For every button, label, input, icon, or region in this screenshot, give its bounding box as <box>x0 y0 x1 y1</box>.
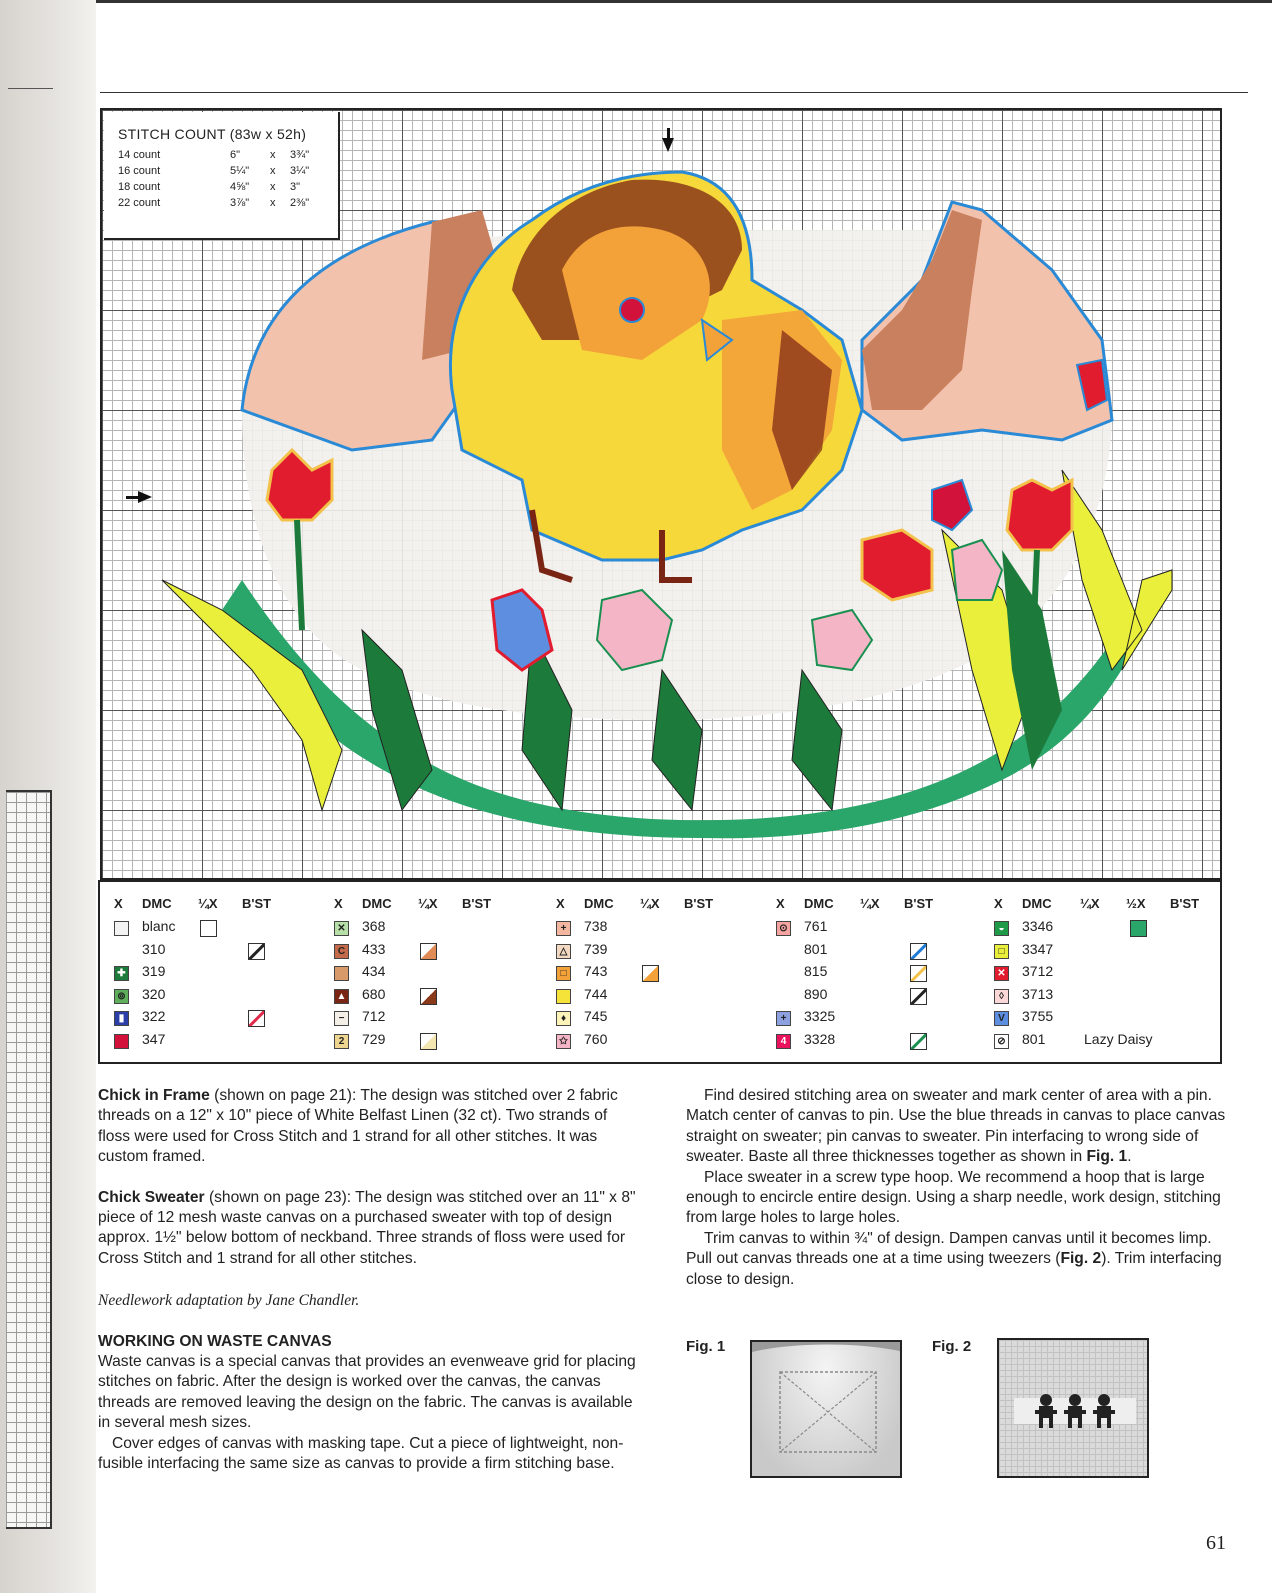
floss-swatch-icon <box>114 1034 129 1049</box>
floss-swatch-icon: 2 <box>334 1034 349 1049</box>
key-row <box>556 918 766 941</box>
backstitch-icon <box>248 943 265 960</box>
dmc-number: 744 <box>584 985 608 1002</box>
credit-line: Needlework adaptation by Jane Chandler. <box>98 1292 360 1310</box>
dmc-number: blanc <box>142 918 176 934</box>
key-row <box>556 941 766 964</box>
key-header-quarter: ¼X <box>860 896 880 911</box>
key-row <box>776 986 986 1009</box>
key-header-bst: B'ST <box>904 896 934 911</box>
floss-swatch-icon: ✕ <box>334 921 349 936</box>
key-row <box>994 1031 1214 1054</box>
key-header-x: X <box>994 896 1003 911</box>
key-header <box>556 896 766 918</box>
waste-canvas-p2: Cover edges of canvas with masking tape. Cut a piece of lightweight, non-fusible interfacing the same size as canvas to provide a firm stitching base. <box>98 1434 624 1473</box>
key-row <box>994 1008 1214 1031</box>
stitch-count-w: 3⅞" <box>230 197 250 209</box>
key-row <box>334 918 544 941</box>
right-p3-end: ). Trim interfacing close to design. <box>686 1250 1222 1288</box>
center-column-arrow-icon <box>662 138 674 152</box>
key-header-x: X <box>114 896 123 911</box>
fig2-canvas-photo <box>997 1338 1149 1478</box>
key-header-bst: B'ST <box>684 896 714 911</box>
tulip-right <box>1007 480 1072 550</box>
chick-sweater-paragraph <box>98 1188 643 1270</box>
key-row <box>114 918 324 941</box>
key-row <box>114 1031 324 1054</box>
fig1-sweater-photo <box>750 1340 902 1478</box>
dmc-number: 3346 <box>1022 918 1054 934</box>
floss-swatch-icon <box>556 989 571 1004</box>
key-column <box>994 896 1214 1054</box>
stitch-count-x: x <box>270 197 276 209</box>
floss-swatch-icon: ♦ <box>556 1011 571 1026</box>
stitch-count-h: 3¾" <box>290 149 310 161</box>
dmc-number: 738 <box>584 918 608 934</box>
key-header <box>776 896 986 918</box>
dmc-number: 680 <box>362 985 386 1002</box>
floss-swatch-icon: 4 <box>776 1034 791 1049</box>
quarter-stitch-icon <box>642 965 659 982</box>
cross-stitch-chart <box>100 108 1222 880</box>
stitch-count-count: 14 count <box>118 149 161 161</box>
floss-swatch-icon: ✩ <box>556 1034 571 1049</box>
floss-swatch-icon: + <box>776 1011 791 1026</box>
key-row <box>776 1031 986 1054</box>
key-header-dmc: DMC <box>142 896 172 911</box>
stitch-count-rows <box>118 147 338 211</box>
key-header-quarter: ¼X <box>1080 896 1100 911</box>
floss-swatch-icon <box>334 966 349 981</box>
dmc-number: 760 <box>584 1030 608 1047</box>
key-header-quarter: ¼X <box>640 896 660 911</box>
key-header-bst: B'ST <box>1170 896 1200 911</box>
stitch-count-h: 2⅜" <box>290 197 310 209</box>
stitch-count-w: 6" <box>230 149 241 161</box>
floss-swatch-icon: ◊ <box>994 989 1009 1004</box>
fig1-ref: Fig. 1 <box>1086 1148 1128 1166</box>
floss-swatch-icon: □ <box>556 966 571 981</box>
key-row <box>114 963 324 986</box>
key-column <box>334 896 544 1054</box>
key-column <box>776 896 986 1054</box>
backstitch-icon <box>248 1010 265 1027</box>
key-row <box>556 1008 766 1031</box>
backstitch-icon <box>910 988 927 1005</box>
key-row <box>994 918 1214 941</box>
stitch-count-title: STITCH COUNT (83w x 52h) <box>118 126 307 142</box>
dmc-number: 801 <box>1022 1030 1046 1047</box>
dmc-number: 3347 <box>1022 940 1054 957</box>
page-number: 61 <box>1206 1532 1226 1554</box>
right-p2: Place sweater in a screw type hoop. We recommend a hoop that is large enough to encircle entire design. Using a sharp needle, work design, stitching from large holes to large holes. <box>686 1168 1221 1227</box>
key-row <box>994 963 1214 986</box>
key-header-dmc: DMC <box>1022 896 1052 911</box>
key-header-x: X <box>556 896 565 911</box>
instructions-right-column <box>686 1086 1236 1290</box>
stitch-count-count: 22 count <box>118 197 161 209</box>
right-p3 <box>686 1229 1236 1290</box>
stitch-count-x: x <box>270 165 276 177</box>
floss-swatch-icon: ⊘ <box>994 1034 1009 1049</box>
key-header-dmc: DMC <box>362 896 392 911</box>
facing-page-grid <box>6 790 52 1529</box>
chick-frame-paragraph <box>98 1086 643 1168</box>
key-header-dmc: DMC <box>804 896 834 911</box>
key-column <box>556 896 766 1054</box>
dmc-number: 739 <box>584 940 608 957</box>
dmc-number: 745 <box>584 1008 608 1025</box>
book-binding <box>0 0 96 1593</box>
key-row <box>114 1008 324 1031</box>
key-header <box>334 896 544 918</box>
dmc-number: 743 <box>584 963 608 980</box>
key-row <box>776 918 986 941</box>
key-row <box>114 986 324 1009</box>
stitch-count-count: 16 count <box>118 165 161 177</box>
instructions-left-column <box>98 1086 643 1475</box>
key-row <box>114 941 324 964</box>
dmc-number: 320 <box>142 985 166 1002</box>
quarter-stitch-icon <box>420 988 437 1005</box>
key-header-half: ½X <box>1126 896 1146 911</box>
waste-canvas-heading: WORKING ON WASTE CANVAS <box>98 1332 332 1350</box>
dmc-number: 729 <box>362 1030 386 1047</box>
top-rule <box>96 0 1272 3</box>
floss-swatch-icon <box>114 921 129 936</box>
backstitch-icon <box>910 943 927 960</box>
key-row <box>994 986 1214 1009</box>
key-row <box>556 986 766 1009</box>
right-p1-text: Find desired stitching area on sweater and mark center of area with a pin. Match center of canvas to pin. Use the blue threads in canvas to place canvas straight on sweater; pin canvas to sweater. Pin interfacing to wrong side of sweater. Baste all three thicknesses together as shown in <box>686 1087 1226 1166</box>
quarter-stitch-icon <box>420 943 437 960</box>
key-header <box>114 896 324 918</box>
key-column <box>114 896 324 1054</box>
dmc-number: 801 <box>804 940 828 957</box>
backstitch-icon <box>910 1033 927 1050</box>
key-note: Lazy Daisy <box>1084 1030 1153 1047</box>
dmc-number: 347 <box>142 1030 166 1047</box>
stitch-count-h: 3" <box>290 181 301 193</box>
binding-rule <box>8 88 53 89</box>
stitch-count-box <box>104 112 340 240</box>
stitch-count-row <box>118 147 338 163</box>
right-p1 <box>686 1086 1236 1168</box>
dmc-number: 368 <box>362 918 386 934</box>
dmc-number: 890 <box>804 985 828 1002</box>
floss-swatch-icon: C <box>334 944 349 959</box>
key-row <box>776 941 986 964</box>
quarter-stitch-icon <box>200 920 217 937</box>
stitch-count-w: 4⅝" <box>230 181 250 193</box>
stitch-count-x: x <box>270 181 276 193</box>
dmc-number: 3325 <box>804 1008 836 1025</box>
key-header <box>994 896 1214 918</box>
key-header-quarter: ¼X <box>418 896 438 911</box>
floss-swatch-icon: □ <box>994 944 1009 959</box>
dmc-number: 3328 <box>804 1030 836 1047</box>
header-rule <box>100 92 1248 93</box>
fig2-ref: Fig. 2 <box>1060 1250 1102 1268</box>
dmc-number: 3713 <box>1022 985 1054 1002</box>
fig2-label: Fig. 2 <box>932 1338 972 1355</box>
key-row <box>334 941 544 964</box>
dmc-number: 322 <box>142 1008 166 1025</box>
key-row <box>776 963 986 986</box>
dmc-number: 761 <box>804 918 828 934</box>
stitch-count-w: 5¼" <box>230 165 250 177</box>
floss-swatch-icon: ◒ <box>994 921 1009 936</box>
dmc-number: 433 <box>362 940 386 957</box>
key-row <box>556 1031 766 1054</box>
floss-swatch-icon: ✕ <box>994 966 1009 981</box>
key-row <box>334 963 544 986</box>
key-row <box>776 1008 986 1031</box>
floss-swatch-icon: ⊚ <box>114 989 129 1004</box>
floss-swatch-icon: ▮ <box>114 1011 129 1026</box>
chick-sweater-body: (shown on page 23): The design was stitched over an 11" x 8" piece of 12 mesh waste canvas on a purchased sweater with top of design approx. 1½" below bottom of neckband. Three strands of floss were used for Cross Stitch and 1 strand for all other stitches. <box>98 1188 636 1267</box>
stitch-count-count: 18 count <box>118 181 161 193</box>
right-p1-end: . <box>1127 1148 1132 1166</box>
floss-swatch-icon: ✚ <box>114 966 129 981</box>
half-stitch-icon <box>1130 920 1147 937</box>
key-row <box>334 1008 544 1031</box>
floss-swatch-icon: ⊙ <box>776 921 791 936</box>
fig1-label: Fig. 1 <box>686 1338 726 1355</box>
chick-eye <box>620 298 644 322</box>
stitch-count-row <box>118 163 338 179</box>
dmc-number: 712 <box>362 1008 386 1025</box>
color-key <box>98 880 1222 1064</box>
key-row <box>994 941 1214 964</box>
dmc-number: 434 <box>362 963 386 980</box>
dmc-number: 3712 <box>1022 963 1054 980</box>
stitch-count-x: x <box>270 149 276 161</box>
dmc-number: 319 <box>142 963 166 980</box>
chick-frame-body: (shown on page 21): The design was stitched over 2 fabric threads on a 12" x 10" piece of White Belfast Linen (32 ct). Two strands of floss were used for Cross Stitch and 1 strand for all other stitches. It was custom framed. <box>98 1087 618 1166</box>
key-header-x: X <box>776 896 785 911</box>
floss-swatch-icon: + <box>556 921 571 936</box>
center-row-arrow-icon <box>138 491 152 503</box>
key-row <box>334 1031 544 1054</box>
dmc-number: 3755 <box>1022 1008 1054 1025</box>
floss-swatch-icon: ▲ <box>334 989 349 1004</box>
key-header-quarter: ¼X <box>198 896 218 911</box>
quarter-stitch-icon <box>420 1033 437 1050</box>
key-header-bst: B'ST <box>242 896 272 911</box>
key-row <box>334 986 544 1009</box>
floss-swatch-icon: V <box>994 1011 1009 1026</box>
key-header-bst: B'ST <box>462 896 492 911</box>
chick-frame-title: Chick in Frame <box>98 1087 210 1104</box>
backstitch-icon <box>910 965 927 982</box>
key-header-dmc: DMC <box>584 896 614 911</box>
stitch-count-h: 3¼" <box>290 165 310 177</box>
right-p3-text: Trim canvas to within ¾" of design. Dampen canvas until it becomes limp. Pull out canvas threads one at a time using tweezers ( <box>686 1229 1212 1268</box>
floss-swatch-icon: − <box>334 1011 349 1026</box>
stitch-count-row <box>118 195 338 211</box>
waste-canvas-p1: Waste canvas is a special canvas that provides an evenweave grid for placing stitches on fabric. After the design is worked over the canvas, the canvas threads are removed leaving the design on the fabric. The canvas is available in several mesh sizes. <box>98 1353 636 1432</box>
dmc-number: 815 <box>804 963 828 980</box>
key-header-x: X <box>334 896 343 911</box>
chick-sweater-title: Chick Sweater <box>98 1188 205 1206</box>
key-row <box>556 963 766 986</box>
dmc-number: 310 <box>142 940 166 957</box>
floss-swatch-icon: △ <box>556 944 571 959</box>
stitch-count-row <box>118 179 338 195</box>
